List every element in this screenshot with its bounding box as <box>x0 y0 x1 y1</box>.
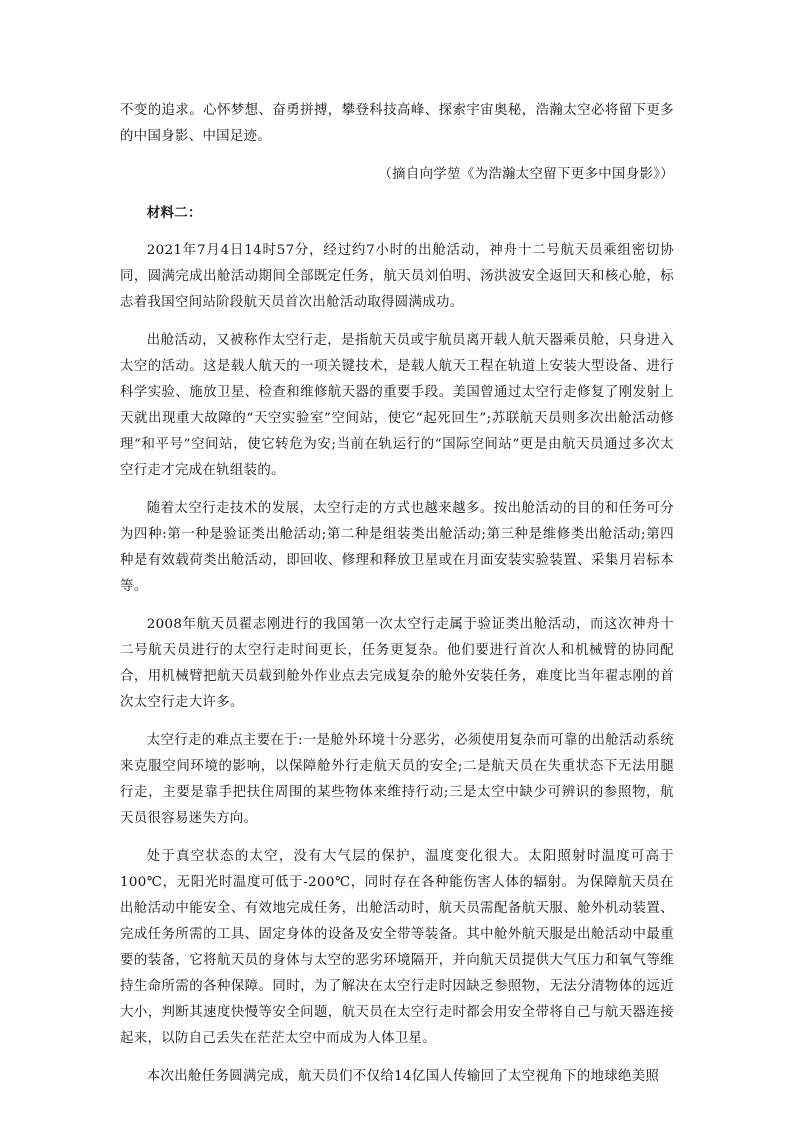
paragraph-continuation: 不变的追求。心怀梦想、奋勇拼搏，攀登科技高峰、探索宇宙奥秘，浩瀚太空必将留下更多的中国身影、中国足迹。 <box>120 103 674 144</box>
paragraph: 太空行走的难点主要在于:一是舱外环境十分恶劣，必须使用复杂而可靠的出舱活动系统来克服空间环境的影响，以保障舱外行走航天员的安全;二是航天员在失重状态下无法用腿行走，主要是靠手把扶住周围的某些物体来维持行动;三是太空中缺少可辨识的参照物，航天员很容易迷失方向。 <box>120 733 674 826</box>
paragraph: 处于真空状态的太空，没有大气层的保护，温度变化很大。太阳照射时温度可高于100℃，无阳光时温度可低于-200℃，同时存在各种能伤害人体的辐射。为保障航天员在出舱活动中能安全、有效地完成任务，出舱活动时，航天员需配备航天服、舱外机动装置、完成任务所需的工具、固定身体的设备及安全带等装备。其中舱外航天服是出舱活动中最重要的装备，它将航天员的身体与太空的恶劣环境隔开，并向航天员提供大气压力和氧气等维持生命所需的各种保障。同时，为了解决在太空行走时因缺乏参照物，无法分清物体的远近大小，判断其速度快慢等安全问题，航天员在太空行走时都会用安全带将自己与航天器连接起来，以防自己丢失在茫茫太空中而成为人体卫星。 <box>120 849 674 1046</box>
paragraph: 随着太空行走技术的发展，太空行走的方式也越来越多。按出舱活动的目的和任务可分为四种:第一种是验证类出舱活动;第二种是组装类出舱活动;第三种是维修类出舱活动;第四种是有效载荷类出舱活动，即回收、修理和释放卫星或在月面安装实验装置、采集月岩标本等。 <box>120 501 674 594</box>
document-page <box>120 98 674 1090</box>
paragraph: 出舱活动，又被称作太空行走，是指航天员或宇航员离开载人航天器乘员舱，只身进入太空的活动。这是载人航天的一项关键技术，是载人航天工程在轨道上安装大型设备、进行科学实验、施放卫星、检查和维修航天器的重要手段。美国曾通过太空行走修复了刚发射上天就出现重大故障的“天空实验室”空间站，使它“起死回生”;苏联航天员则多次出舱活动修理“和平号”空间站，使它转危为安;当前在轨运行的“国际空间站”更是由航天员通过多次太空行走才完成在轨组装的。 <box>120 333 674 478</box>
paragraph: 2021年7月4日14时57分，经过约7小时的出舱活动，神舟十二号航天员乘组密切协同，圆满完成出舱活动期间全部既定任务，航天员刘伯明、汤洪波安全返回天和核心舱，标志着我国空间站阶段航天员首次出舱活动取得圆满成功。 <box>120 243 674 310</box>
paragraph: 本次出舱任务圆满完成，航天员们不仅给14亿国人传输回了太空视角下的地球绝美照 <box>146 1069 660 1084</box>
section-heading: 材料二： <box>146 205 202 221</box>
paragraph: 2008年航天员翟志刚进行的我国第一次太空行走属于验证类出舱活动，而这次神舟十二号航天员进行的太空行走时间更长，任务更复杂。他们要进行首次人和机械臂的协同配合，用机械臂把航天员载到舱外作业点去完成复杂的舱外安装任务，难度比当年翟志刚的首次太空行走大许多。 <box>120 617 674 710</box>
source-citation: （摘自向学堃《为浩瀚太空留下更多中国身影》） <box>378 167 674 182</box>
